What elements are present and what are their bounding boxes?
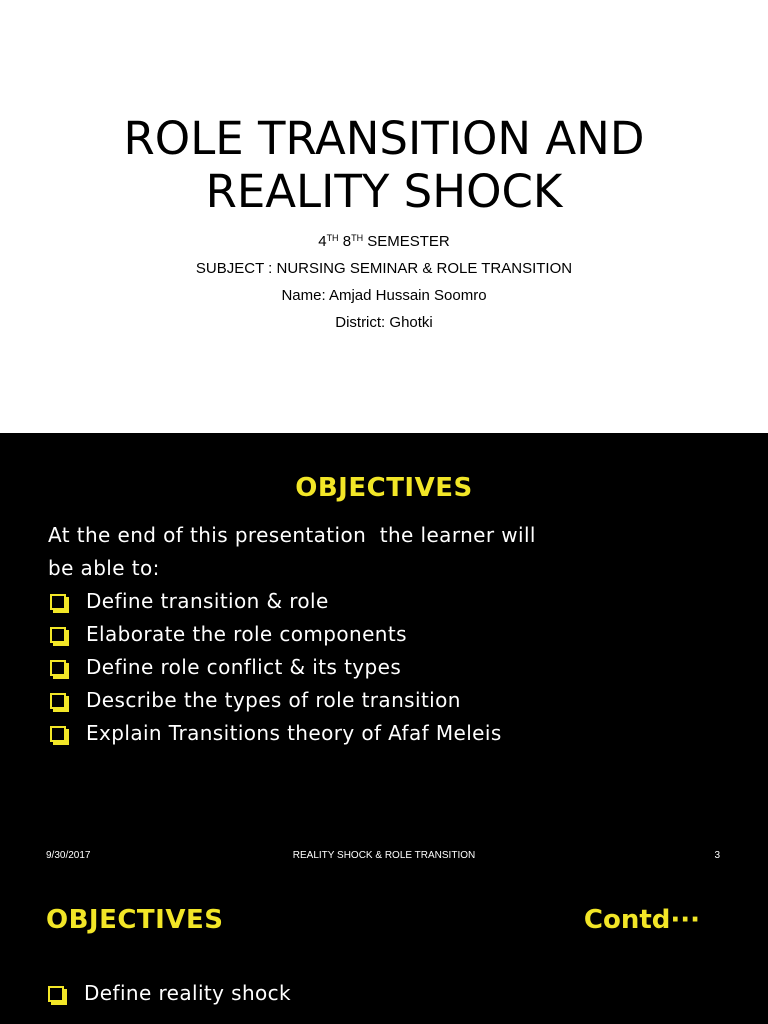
checkbox-bullet-icon [50, 726, 66, 742]
intro-line-2: be able to: [48, 556, 160, 580]
objective-text: Define role conflict & its types [86, 655, 402, 679]
semester-a: 4 [318, 233, 327, 250]
title-line-2: REALITY SHOCK [205, 165, 563, 218]
slide-title [0, 112, 768, 218]
objective-item [48, 651, 502, 684]
contd-label: Contd··· [583, 905, 700, 935]
semester-b: 8 [342, 233, 352, 250]
objective-item [46, 977, 291, 1010]
objective-item [48, 717, 502, 750]
objective-item [48, 585, 502, 618]
title-line-1: ROLE TRANSITION AND [123, 112, 645, 165]
checkbox-bullet-icon [48, 986, 64, 1002]
objective-text: Define transition & role [86, 589, 329, 613]
footer-page-number: 3 [714, 850, 720, 861]
checkbox-bullet-icon [50, 693, 66, 709]
semester-line [0, 228, 768, 255]
checkbox-bullet-icon [50, 627, 66, 643]
objective-text: Define reality shock [84, 981, 292, 1005]
objectives-intro [48, 519, 688, 585]
checkbox-bullet-icon [50, 594, 66, 610]
objectives-heading: OBJECTIVES [295, 473, 473, 503]
checkbox-bullet-icon [50, 660, 66, 676]
title-slide [0, 0, 768, 433]
subject-line: SUBJECT : NURSING SEMINAR & ROLE TRANSITION [195, 260, 573, 277]
name-line: Name: Amjad Hussain Soomro [281, 287, 487, 304]
intro-line-1: At the end of this presentation the learner will [48, 523, 536, 547]
objective-item [48, 618, 502, 651]
semester-b-sup: TH [351, 233, 364, 243]
objectives-contd-heading: OBJECTIVES [46, 905, 224, 935]
objectives-slide [0, 433, 768, 873]
objective-text: Explain Transitions theory of Afaf Meleis [86, 721, 502, 745]
semester-a-sup: TH [326, 233, 339, 243]
footer-title: REALITY SHOCK & ROLE TRANSITION [292, 850, 476, 861]
objectives-list [48, 585, 502, 750]
footer-date: 9/30/2017 [46, 850, 91, 861]
objective-item [48, 684, 502, 717]
objective-text: Describe the types of role transition [86, 688, 461, 712]
semester-label: SEMESTER [367, 233, 450, 250]
objective-text: Elaborate the role components [86, 622, 407, 646]
district-line: District: Ghotki [335, 314, 433, 331]
objectives-contd-list [46, 977, 291, 1010]
title-subinfo [0, 228, 768, 336]
objectives-contd-slide [0, 873, 768, 1024]
